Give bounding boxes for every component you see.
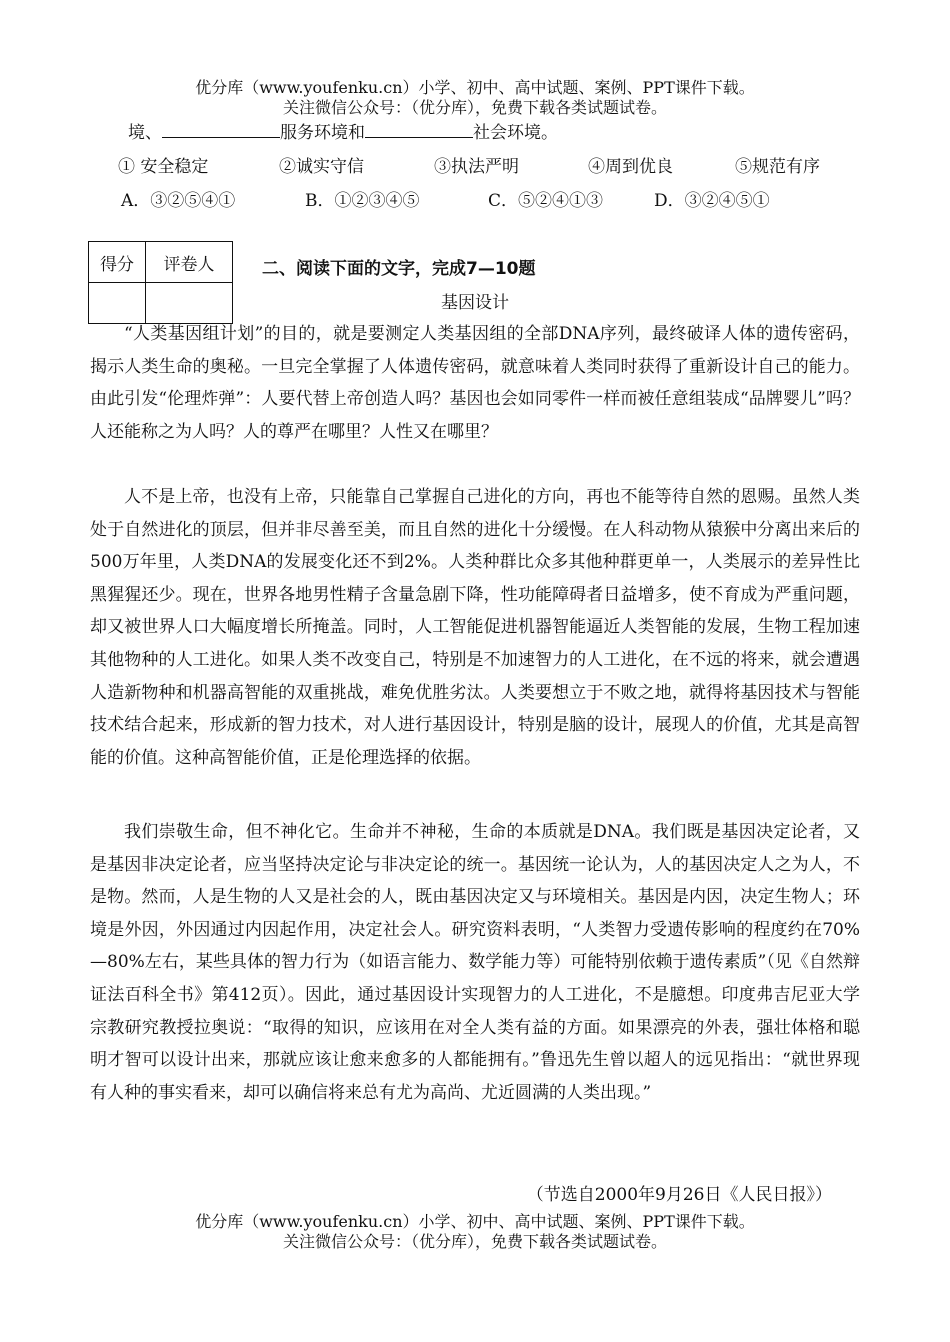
blank-1 — [162, 121, 280, 138]
choice-c: C．⑤②④①③ — [488, 191, 604, 211]
choice-d: D．③②④⑤① — [654, 191, 770, 211]
fill-suffix: 社会环境。 — [473, 123, 558, 143]
paragraph-1: “人类基因组计划”的目的，就是要测定人类基因组的全部DNA序列，最终破译人体的遗传密码，揭示人类生命的奥秘。一旦完全掌握了人体遗传密码，就意味着人类同时获得了重新设计自己的能力。由此引发“伦理炸弹”：人要代替上帝创造人吗？基因也会如同零件一样而被任意组装成“品牌婴儿”吗？人还能称之为人吗？人的尊严在哪里？人性又在哪里？ — [90, 324, 860, 442]
header-line-2: 关注微信公众号：（优分库），免费下载各类试题试卷。 — [282, 98, 667, 117]
fill-in-line — [128, 121, 558, 145]
item-5: ⑤规范有序 — [735, 157, 820, 177]
fill-prefix: 境、 — [128, 123, 162, 143]
blank-2 — [365, 121, 473, 138]
article-title: 基因设计 — [441, 293, 509, 313]
fill-middle: 服务环境和 — [280, 123, 365, 143]
paragraph-2: 人不是上帝，也没有上帝，只能靠自己掌握自己进化的方向，再也不能等待自然的恩赐。虽然人类处于自然进化的顶层，但并非尽善至美，而且自然的进化十分缓慢。在人科动物从猿猴中分离出来后的500万年里，人类DNA的发展变化还不到2%。人类种群比众多其他种群更单一，人类展示的差异性比黑猩猩还少。现在，世界各地男性精子含量急剧下降，性功能障碍者日益增多，使不育成为严重问题，却又被世界人口大幅度增长所掩盖。同时，人工智能促进机器智能逼近人类智能的发展，生物工程加速其他物种的人工进化。如果人类不改变自己，特别是不加速智力的人工进化，在不远的将来，就会遭遇人造新物种和机器高智能的双重挑战，难免优胜劣汰。人类要想立于不败之地，就得将基因技术与智能技术结合起来，形成新的智力技术，对人进行基因设计，特别是脑的设计，展现人的价值，尤其是高智能的价值。这种高智能价值，正是伦理选择的依据。 — [90, 487, 860, 768]
score-header: 得分 — [89, 242, 146, 283]
header-line-1: 优分库（www.youfenku.cn）小学、初中、高中试题、案例、PPT课件下载。 — [195, 78, 755, 97]
item-3: ③执法严明 — [434, 157, 519, 177]
section-heading: 二、阅读下面的文字，完成7—10题 — [262, 259, 536, 279]
item-4: ④周到优良 — [588, 157, 673, 177]
grader-header: 评卷人 — [146, 242, 233, 283]
footer-line-2: 关注微信公众号：（优分库），免费下载各类试题试卷。 — [282, 1232, 667, 1251]
choice-b: B．①②③④⑤ — [305, 191, 420, 211]
item-2: ②诚实守信 — [279, 157, 364, 177]
article-source: （节选自2000年9月26日《人民日报》） — [526, 1185, 832, 1205]
choice-a: A．③②⑤④① — [121, 191, 236, 211]
item-1: ① 安全稳定 — [118, 157, 209, 177]
paragraph-3: 我们崇敬生命，但不神化它。生命并不神秘，生命的本质就是DNA。我们既是基因决定论者，又是基因非决定论者，应当坚持决定论与非决定论的统一。基因统一论认为，人的基因决定人之为人，不是物。然而，人是生物的人又是社会的人，既由基因决定又与环境相关。基因是内因，决定生物人；环境是外因，外因通过内因起作用，决定社会人。研究资料表明，“人类智力受遗传影响的程度约在70%—80%左右，某些具体的智力行为（如语言能力、数学能力等）可能特别依赖于遗传素质”（见《自然辩证法百科全书》第412页）。因此，通过基因设计实现智力的人工进化，不是臆想。印度弗吉尼亚大学宗教研究教授拉奥说：“取得的知识，应该用在对全人类有益的方面。如果漂亮的外表，强壮体格和聪明才智可以设计出来，那就应该让愈来愈多的人都能拥有。”鲁迅先生曾以超人的远见指出：“就世界现有人种的事实看来，却可以确信将来总有尤为高尚、尤近圆满的人类出现。” — [90, 822, 860, 1103]
footer-line-1: 优分库（www.youfenku.cn）小学、初中、高中试题、案例、PPT课件下载。 — [195, 1212, 755, 1231]
